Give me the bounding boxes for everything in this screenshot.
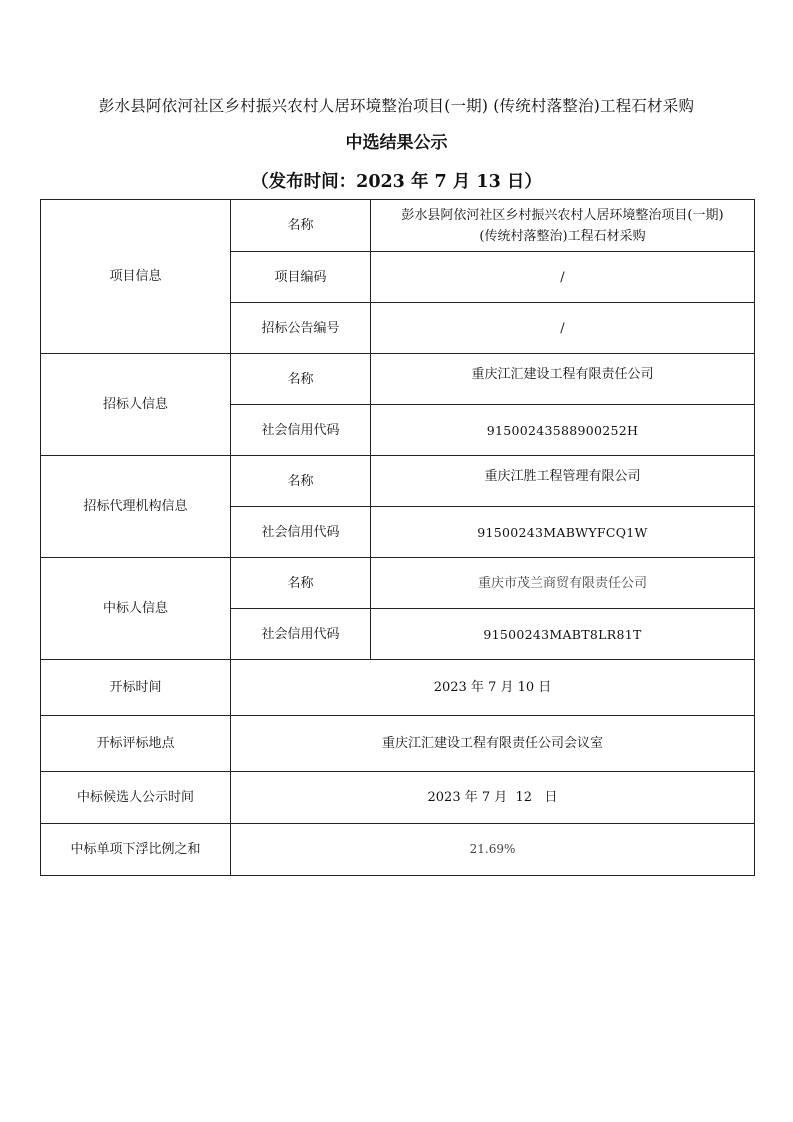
table-row: [41, 824, 755, 876]
opening-place-label: 开标评标地点: [41, 716, 231, 772]
agency-name-value: 重庆江胜工程管理有限公司: [371, 456, 755, 507]
publicity-time-label: 中标候选人公示时间: [41, 772, 231, 824]
table-row: [41, 456, 755, 507]
winner-section-label: 中标人信息: [41, 558, 231, 660]
project-name-value-line1: 彭水县阿依河社区乡村振兴农村人居环境整治项目(一期): [401, 207, 724, 223]
float-ratio-value: 21.69%: [231, 824, 755, 876]
opening-place-value: 重庆江汇建设工程有限责任公司会议室: [231, 716, 755, 772]
table-row: [41, 660, 755, 716]
table-row: [41, 354, 755, 405]
table-row: [41, 772, 755, 824]
result-table: [40, 199, 755, 876]
table-row: [41, 558, 755, 609]
notice-number-label: 招标公告编号: [231, 303, 371, 354]
project-name-value: [371, 200, 755, 252]
tenderer-name-label: 名称: [231, 354, 371, 405]
winner-name-value: 重庆市茂兰商贸有限责任公司: [371, 558, 755, 609]
project-code-label: 项目编码: [231, 252, 371, 303]
tenderer-credit-label: 社会信用代码: [231, 405, 371, 456]
tenderer-name-value: 重庆江汇建设工程有限责任公司: [371, 354, 755, 405]
project-name-label: 名称: [231, 200, 371, 252]
publish-date: （发布时间：2023 年 7 月 13 日）: [251, 172, 542, 192]
project-section-label: 项目信息: [41, 200, 231, 354]
table-row: [41, 200, 755, 252]
document-title: 彭水县阿依河社区乡村振兴农村人居环境整治项目(一期) (传统村落整治)工程石材采购: [98, 97, 695, 115]
table-row: [41, 716, 755, 772]
project-name-value-line2: (传统村落整治)工程石材采购: [479, 228, 646, 244]
tenderer-section-label: 招标人信息: [41, 354, 231, 456]
agency-credit-label: 社会信用代码: [231, 507, 371, 558]
publicity-time-value: 2023 年 7 月 12 日: [231, 772, 755, 824]
agency-name-label: 名称: [231, 456, 371, 507]
project-code-value: /: [371, 252, 755, 303]
opening-time-label: 开标时间: [41, 660, 231, 716]
winner-credit-label: 社会信用代码: [231, 609, 371, 660]
agency-section-label: 招标代理机构信息: [41, 456, 231, 558]
winner-credit-value: 91500243MABT8LR81T: [371, 609, 755, 660]
notice-number-value: /: [371, 303, 755, 354]
winner-name-label: 名称: [231, 558, 371, 609]
float-ratio-label: 中标单项下浮比例之和: [41, 824, 231, 876]
tenderer-credit-value: 91500243588900252H: [371, 405, 755, 456]
opening-time-value: 2023 年 7 月 10 日: [231, 660, 755, 716]
document-subtitle: 中选结果公示: [345, 133, 448, 153]
agency-credit-value: 91500243MABWYFCQ1W: [371, 507, 755, 558]
